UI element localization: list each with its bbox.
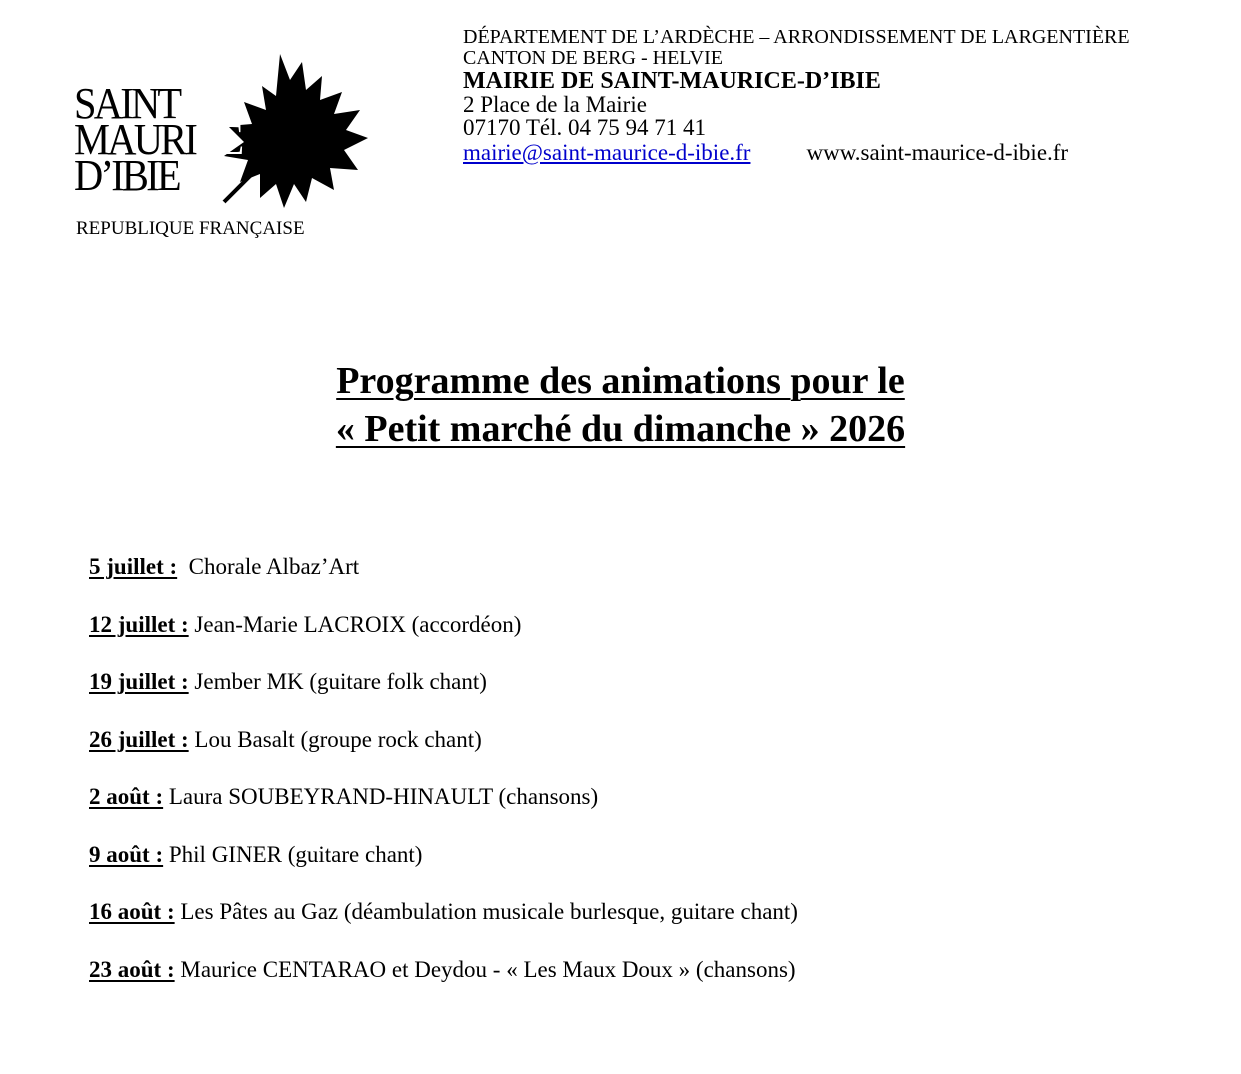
logo-text-line-2-white: CE — [195, 115, 242, 164]
website-text: www.saint-maurice-d-ibie.fr — [806, 140, 1069, 165]
list-item — [89, 666, 1189, 724]
republique-label: REPUBLIQUE FRANÇAISE — [76, 218, 305, 239]
event-description: Phil GINER (guitare chant) — [168, 841, 423, 867]
list-item — [89, 839, 1189, 897]
email-link[interactable]: mairie@saint-maurice-d-ibie.fr — [463, 140, 751, 165]
contact-links — [463, 139, 1130, 167]
list-item — [89, 781, 1189, 839]
page-title — [0, 357, 1241, 453]
list-item — [89, 896, 1189, 954]
event-date: 2 août : — [89, 784, 164, 809]
event-description: Laura SOUBEYRAND-HINAULT (chansons) — [168, 784, 599, 809]
list-item — [89, 609, 1189, 667]
event-date: 19 juillet : — [89, 669, 189, 694]
title-line-1: Programme des animations pour le — [336, 360, 905, 402]
event-date: 16 août : — [89, 899, 175, 924]
address-line: 2 Place de la Mairie — [463, 92, 647, 117]
list-item — [89, 551, 1189, 609]
title-line-2: « Petit marché du dimanche » 2026 — [335, 408, 906, 450]
list-item — [89, 954, 1189, 1012]
logo-text-line-1: SAINT — [74, 79, 180, 128]
event-date: 9 août : — [89, 841, 164, 867]
event-description: Maurice CENTARAO et Deydou - « Les Maux Doux » (chansons) — [180, 956, 796, 982]
event-description: Jember MK (guitare folk chant) — [194, 669, 487, 694]
mairie-name: MAIRIE DE SAINT-MAURICE-D’IBIE — [463, 68, 881, 94]
event-date: 23 août : — [89, 956, 175, 982]
letterhead — [463, 27, 1130, 167]
event-date: 12 juillet : — [89, 611, 189, 637]
event-description: Les Pâtes au Gaz (déambulation musicale burlesque, guitare chant) — [180, 899, 798, 924]
canton-line: CANTON DE BERG - HELVIE — [463, 47, 723, 69]
logo-text-line-2-black: MAURI — [74, 115, 196, 164]
event-description: Jean-Marie LACROIX (accordéon) — [194, 611, 522, 637]
departement-line: DÉPARTEMENT DE L’ARDÈCHE – ARRONDISSEMENT DE LARGENTIÈRE — [463, 26, 1130, 48]
list-item — [89, 724, 1189, 782]
event-description: Chorale Albaz’Art — [188, 554, 360, 579]
event-description: Lou Basalt (groupe rock chant) — [194, 726, 482, 752]
program-list — [89, 551, 1189, 1011]
town-logo — [60, 40, 380, 230]
logo-text-line-3: D’IBIE — [74, 151, 179, 200]
event-spacer — [177, 554, 189, 579]
event-date: 5 juillet : — [89, 554, 178, 579]
postal-phone-line: 07170 Tél. 04 75 94 71 41 — [463, 115, 706, 140]
event-date: 26 juillet : — [89, 726, 189, 752]
